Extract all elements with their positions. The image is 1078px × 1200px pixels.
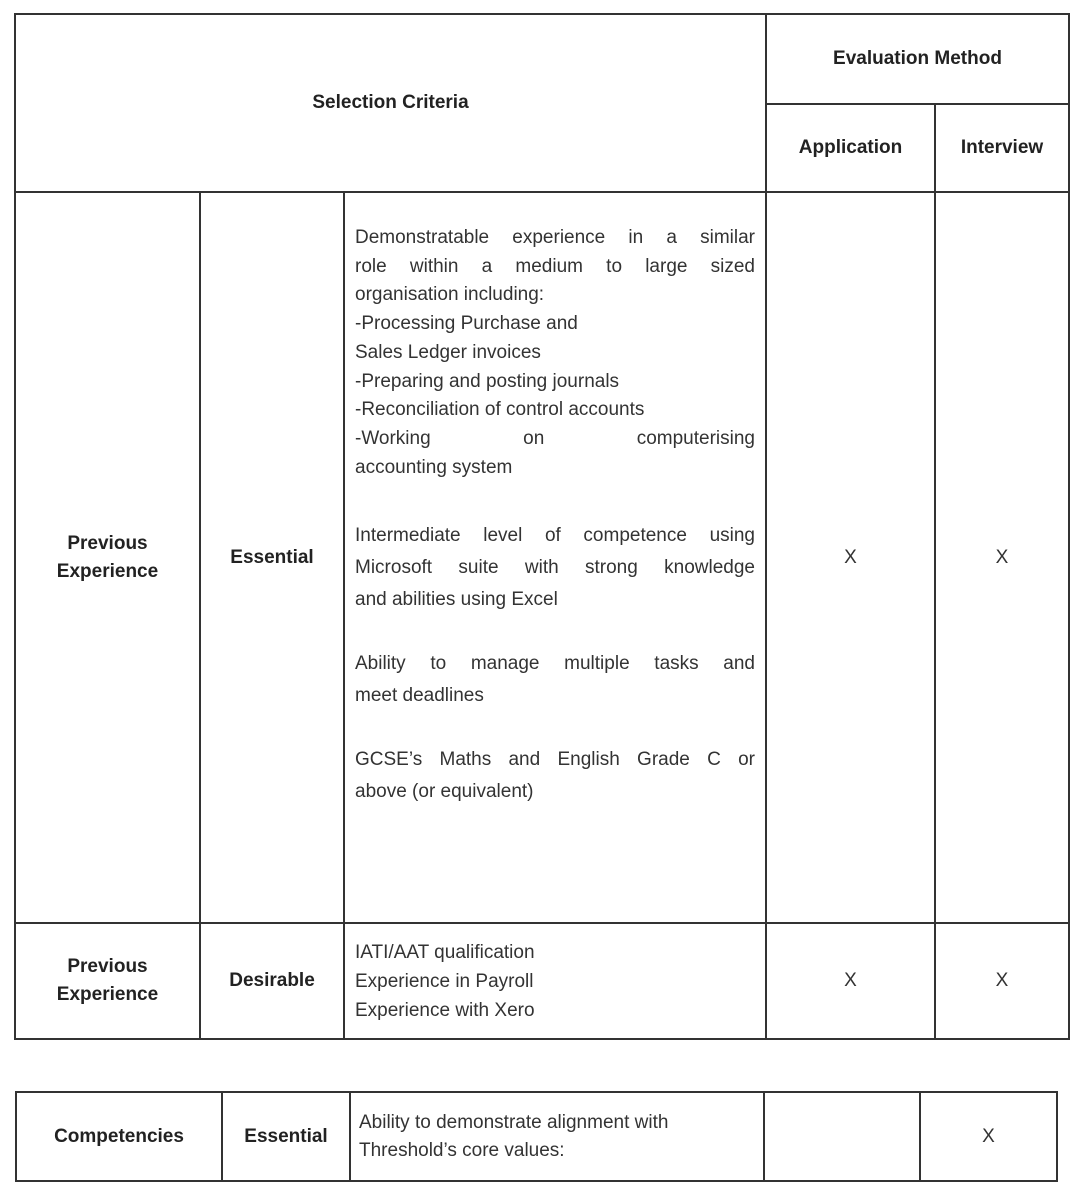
criteria-line: IATI/AAT qualification — [355, 941, 535, 963]
level-cell — [201, 924, 343, 1038]
level-cell — [201, 193, 343, 922]
application-mark: X — [844, 970, 857, 991]
interview-label: Interview — [960, 137, 1044, 158]
criteria-line: Intermediate level of competence using — [355, 525, 755, 547]
table-border-right — [1068, 13, 1070, 1040]
interview-mark: X — [995, 546, 1009, 568]
interview-mark: X — [982, 1125, 995, 1147]
application-header — [767, 105, 934, 191]
criteria-line: -Processing Purchase and — [355, 313, 578, 335]
category-label: Competencies — [54, 1125, 184, 1147]
criteria-line: Experience in Payroll — [355, 970, 534, 992]
selection-criteria-label: Selection Criteria — [312, 92, 469, 113]
application-mark-cell — [767, 924, 934, 1038]
criteria-line: Ability to manage multiple tasks and — [355, 653, 755, 675]
criteria-line: above (or equivalent) — [355, 781, 534, 803]
evaluation-method-label: Evaluation Method — [833, 48, 1002, 69]
criteria-line: -Reconciliation of control accounts — [355, 399, 645, 421]
category-label-line2: Experience — [56, 560, 159, 582]
level-label: Essential — [230, 546, 314, 568]
application-mark-cell — [767, 193, 934, 922]
criteria-cell — [351, 1093, 763, 1180]
criteria-line: Experience with Xero — [355, 999, 535, 1021]
criteria-cell — [345, 193, 765, 922]
category-label-line1: Previous — [67, 532, 148, 554]
selection-criteria-header — [16, 15, 765, 191]
criteria-line: -Working on computerising — [355, 427, 755, 449]
table-border-right — [1056, 1091, 1058, 1182]
level-cell — [223, 1093, 349, 1180]
criteria-line: Threshold’s core values: — [359, 1139, 565, 1161]
criteria-line: Demonstratable experience in a similar — [355, 227, 755, 248]
criteria-line: and abilities using Excel — [355, 589, 558, 611]
criteria-line: Sales Ledger invoices — [355, 341, 541, 363]
interview-header — [936, 105, 1068, 191]
criteria-line: organisation including: — [355, 284, 545, 306]
table-border-bottom — [15, 1180, 1058, 1182]
criteria-line: -Preparing and posting journals — [355, 370, 620, 392]
level-label: Desirable — [229, 970, 315, 991]
level-label: Essential — [244, 1125, 328, 1147]
interview-mark: X — [995, 970, 1009, 991]
criteria-paragraph-microsoft — [355, 520, 755, 616]
category-label-line1: Previous — [67, 956, 148, 977]
category-cell — [16, 193, 199, 922]
application-mark: X — [844, 546, 857, 568]
interview-mark-cell — [936, 193, 1068, 922]
criteria-paragraph-experience — [355, 224, 755, 482]
evaluation-method-header — [767, 15, 1068, 103]
criteria-line: GCSE’s Maths and English Grade C or — [355, 749, 755, 771]
interview-mark-cell — [936, 924, 1068, 1038]
category-cell — [17, 1093, 221, 1180]
criteria-line: role within a medium to large sized — [355, 255, 755, 277]
criteria-line: Ability to demonstrate alignment with — [359, 1111, 669, 1133]
criteria-line: accounting system — [355, 456, 513, 478]
category-label-line2: Experience — [56, 984, 159, 1005]
criteria-cell — [345, 924, 765, 1038]
category-cell — [16, 924, 199, 1038]
table-border-bottom — [14, 1038, 1070, 1040]
criteria-line: meet deadlines — [355, 685, 484, 707]
criteria-paragraph-gcse — [355, 744, 755, 808]
application-mark-cell — [765, 1093, 919, 1180]
criteria-paragraph-multitask — [355, 648, 755, 712]
application-label: Application — [798, 137, 903, 158]
criteria-line: Microsoft suite with strong knowledge — [355, 557, 755, 579]
interview-mark-cell — [921, 1093, 1056, 1180]
